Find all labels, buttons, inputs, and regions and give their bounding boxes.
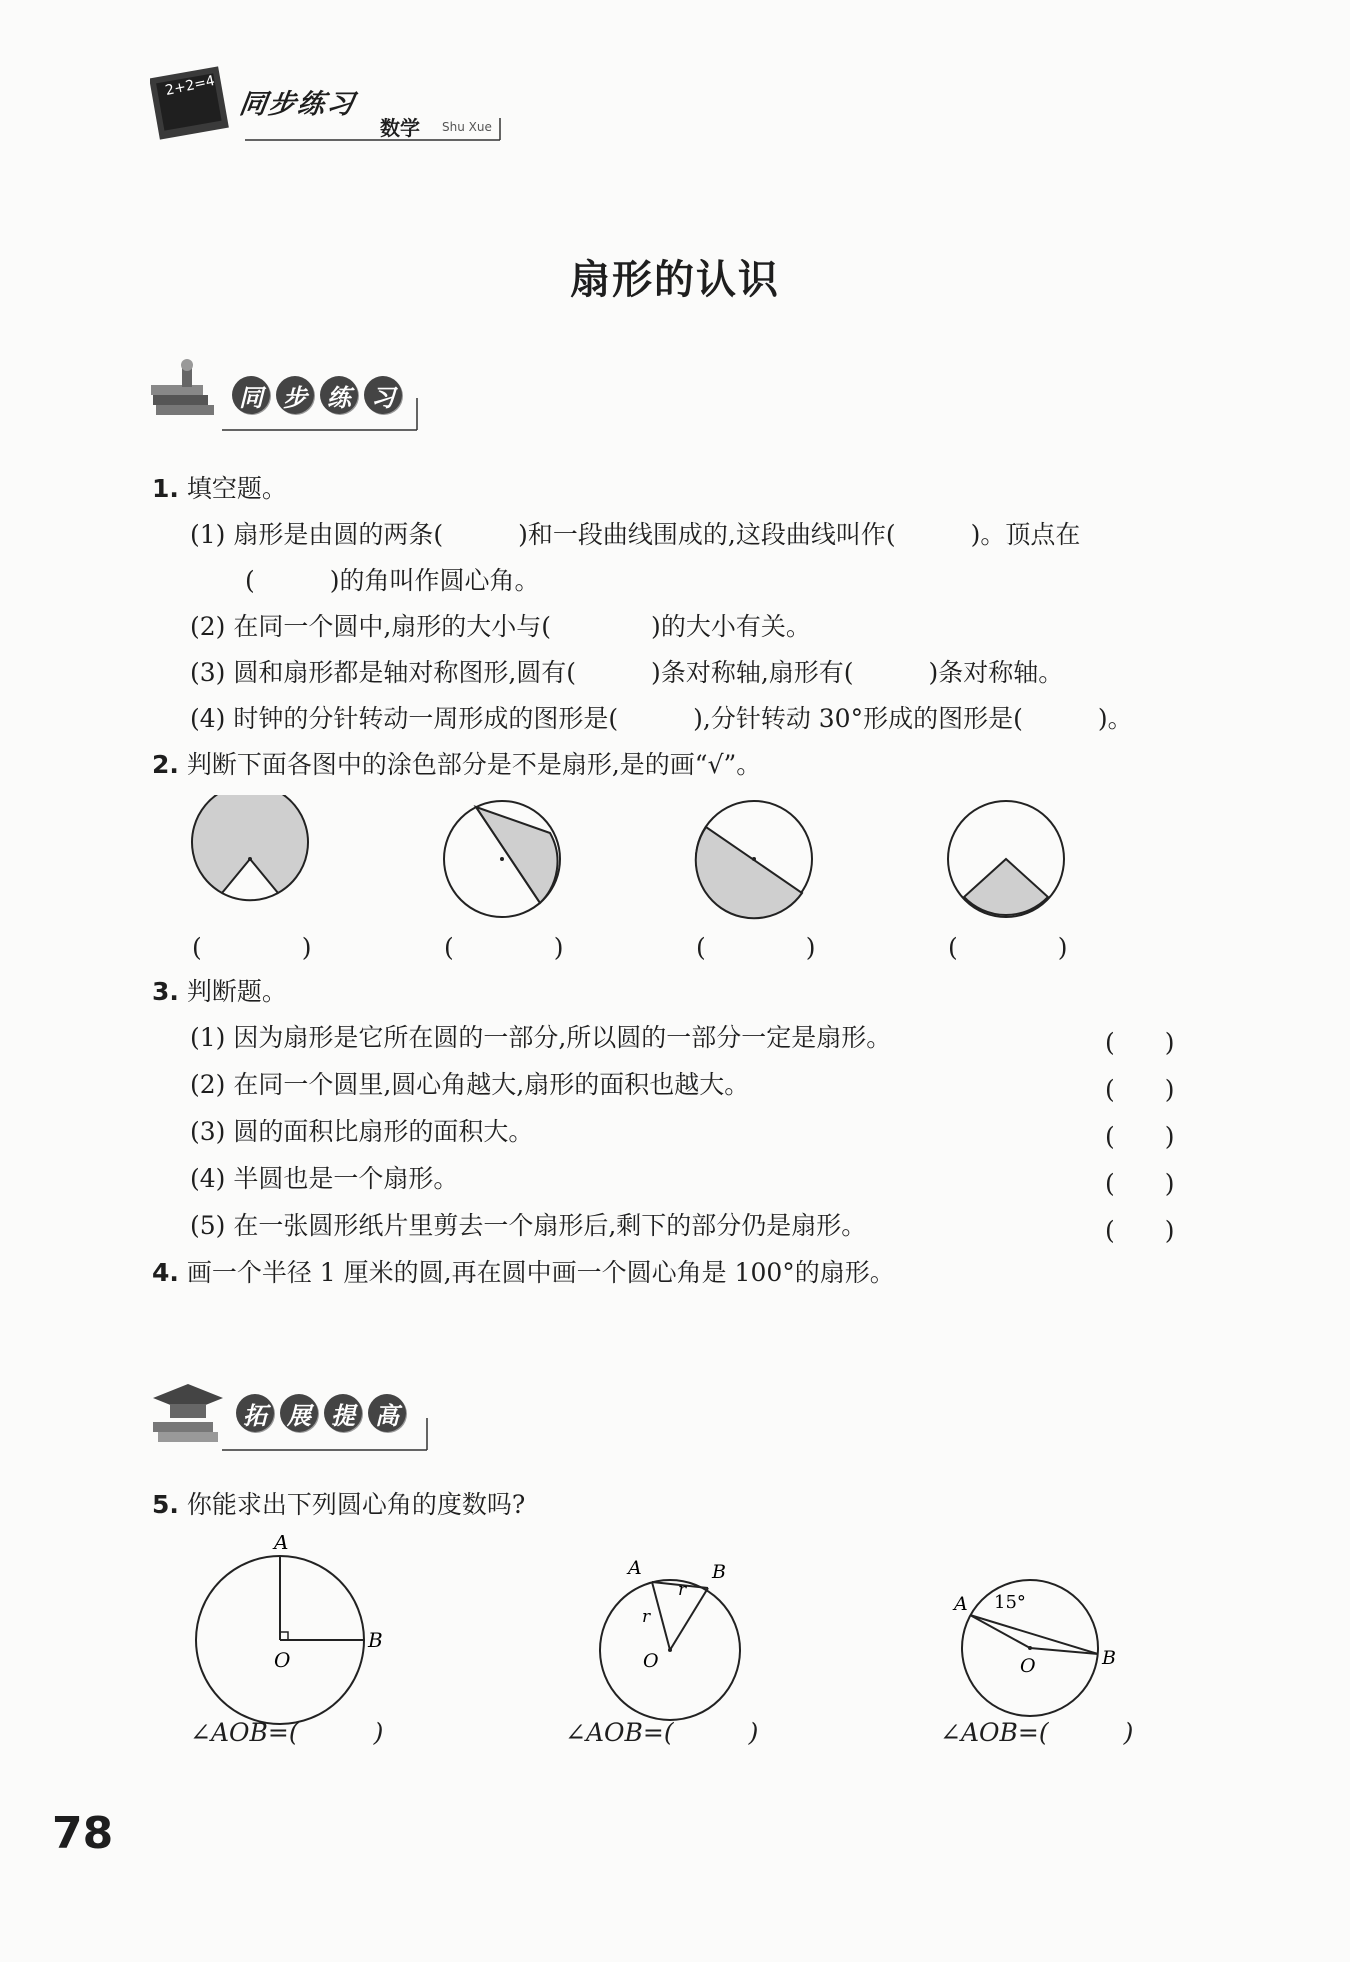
q3-answer-5[interactable]: ( ) bbox=[1105, 1216, 1175, 1245]
label-O: O bbox=[274, 1648, 291, 1672]
question-text: 判断题。 bbox=[186, 977, 287, 1006]
figure-2-1 bbox=[180, 795, 320, 925]
q3-item-1: (1) 因为扇形是它所在圆的一部分,所以圆的一部分一定是扇形。 bbox=[190, 1023, 892, 1052]
figure-5-3 bbox=[950, 1560, 1130, 1730]
q3-answer-3[interactable]: ( ) bbox=[1105, 1122, 1175, 1151]
question-text: 你能求出下列圆心角的度数吗? bbox=[186, 1490, 526, 1519]
q2-answer-2[interactable]: ( ) bbox=[444, 933, 564, 962]
q2-answer-3[interactable]: ( ) bbox=[696, 933, 816, 962]
badge-text: 2+2=4 bbox=[163, 72, 217, 100]
question-text: 画一个半径 1 厘米的圆,再在圆中画一个圆心角是 100°的扇形。 bbox=[186, 1258, 895, 1287]
label-A: A bbox=[274, 1535, 289, 1554]
figure-2-2 bbox=[432, 795, 572, 925]
label-O: O bbox=[1020, 1655, 1036, 1677]
question-number: 3. bbox=[152, 977, 179, 1006]
label-r: r bbox=[642, 1607, 651, 1627]
question-3 bbox=[152, 977, 287, 1007]
question-number: 5. bbox=[152, 1490, 179, 1519]
label-A: A bbox=[954, 1593, 968, 1615]
question-4 bbox=[152, 1258, 895, 1288]
q3-item-2: (2) 在同一个圆里,圆心角越大,扇形的面积也越大。 bbox=[190, 1070, 750, 1099]
page-title: 扇形的认识 bbox=[570, 256, 780, 303]
section-char: 同 bbox=[232, 376, 270, 414]
section-char: 拓 bbox=[236, 1394, 274, 1432]
q1-item-2: (2) 在同一个圆中,扇形的大小与( )的大小有关。 bbox=[190, 612, 811, 641]
q5-answer-1[interactable]: ∠AOB=( ) bbox=[190, 1718, 384, 1747]
question-2 bbox=[152, 750, 761, 780]
q3-item-3: (3) 圆的面积比扇形的面积大。 bbox=[190, 1117, 534, 1146]
page-number: 78 bbox=[52, 1808, 114, 1859]
label-r: r bbox=[678, 1580, 687, 1600]
q1-item-3: (3) 圆和扇形都是轴对称图形,圆有( )条对称轴,扇形有( )条对称轴。 bbox=[190, 658, 1064, 687]
label-B: B bbox=[712, 1561, 726, 1583]
section-char: 高 bbox=[368, 1394, 406, 1432]
section-char: 展 bbox=[280, 1394, 318, 1432]
header-series: 同步练习 bbox=[237, 89, 358, 120]
header-subject-pinyin: Shu Xue bbox=[442, 120, 492, 134]
section-practice-heading bbox=[232, 376, 402, 414]
figure-5-2 bbox=[580, 1550, 760, 1730]
section-char: 习 bbox=[364, 376, 402, 414]
question-number: 2. bbox=[152, 750, 179, 779]
figure-5-1 bbox=[190, 1535, 390, 1730]
q5-answer-2[interactable]: ∠AOB=( ) bbox=[565, 1718, 759, 1747]
section-char: 提 bbox=[324, 1394, 362, 1432]
header-subject: 数学 bbox=[380, 116, 420, 140]
question-text: 填空题。 bbox=[186, 474, 287, 503]
q3-answer-2[interactable]: ( ) bbox=[1105, 1075, 1175, 1104]
q3-answer-1[interactable]: ( ) bbox=[1105, 1028, 1175, 1057]
q5-answer-3[interactable]: ∠AOB=( ) bbox=[940, 1718, 1134, 1747]
q3-item-4: (4) 半圆也是一个扇形。 bbox=[190, 1164, 459, 1193]
q1-item-1-cont: ( )的角叫作圆心角。 bbox=[245, 566, 540, 595]
question-number: 1. bbox=[152, 474, 179, 503]
section-extension-heading bbox=[236, 1394, 406, 1432]
q3-item-5: (5) 在一张圆形纸片里剪去一个扇形后,剩下的部分仍是扇形。 bbox=[190, 1211, 867, 1240]
figure-2-3 bbox=[684, 795, 824, 925]
label-O: O bbox=[643, 1650, 659, 1672]
question-text: 判断下面各图中的涂色部分是不是扇形,是的画“√”。 bbox=[186, 750, 762, 779]
question-1 bbox=[152, 474, 287, 504]
angle-label: 15° bbox=[994, 1592, 1026, 1613]
label-B: B bbox=[1102, 1647, 1116, 1669]
label-B: B bbox=[368, 1628, 383, 1652]
section-char: 步 bbox=[276, 376, 314, 414]
q2-answer-4[interactable]: ( ) bbox=[948, 933, 1068, 962]
question-number: 4. bbox=[152, 1258, 179, 1287]
label-A: A bbox=[628, 1557, 642, 1579]
q3-answer-4[interactable]: ( ) bbox=[1105, 1169, 1175, 1198]
books-icon bbox=[148, 355, 228, 425]
q2-answer-1[interactable]: ( ) bbox=[192, 933, 312, 962]
question-5 bbox=[152, 1490, 525, 1520]
q1-item-4: (4) 时钟的分针转动一周形成的图形是( ),分针转动 30°形成的图形是( )。 bbox=[190, 704, 1133, 733]
figure-2-4 bbox=[936, 795, 1076, 925]
q1-item-1: (1) 扇形是由圆的两条( )和一段曲线围成的,这段曲线叫作( )。顶点在 bbox=[190, 520, 1081, 549]
section-char: 练 bbox=[320, 376, 358, 414]
graduation-cap-icon bbox=[148, 1378, 228, 1448]
